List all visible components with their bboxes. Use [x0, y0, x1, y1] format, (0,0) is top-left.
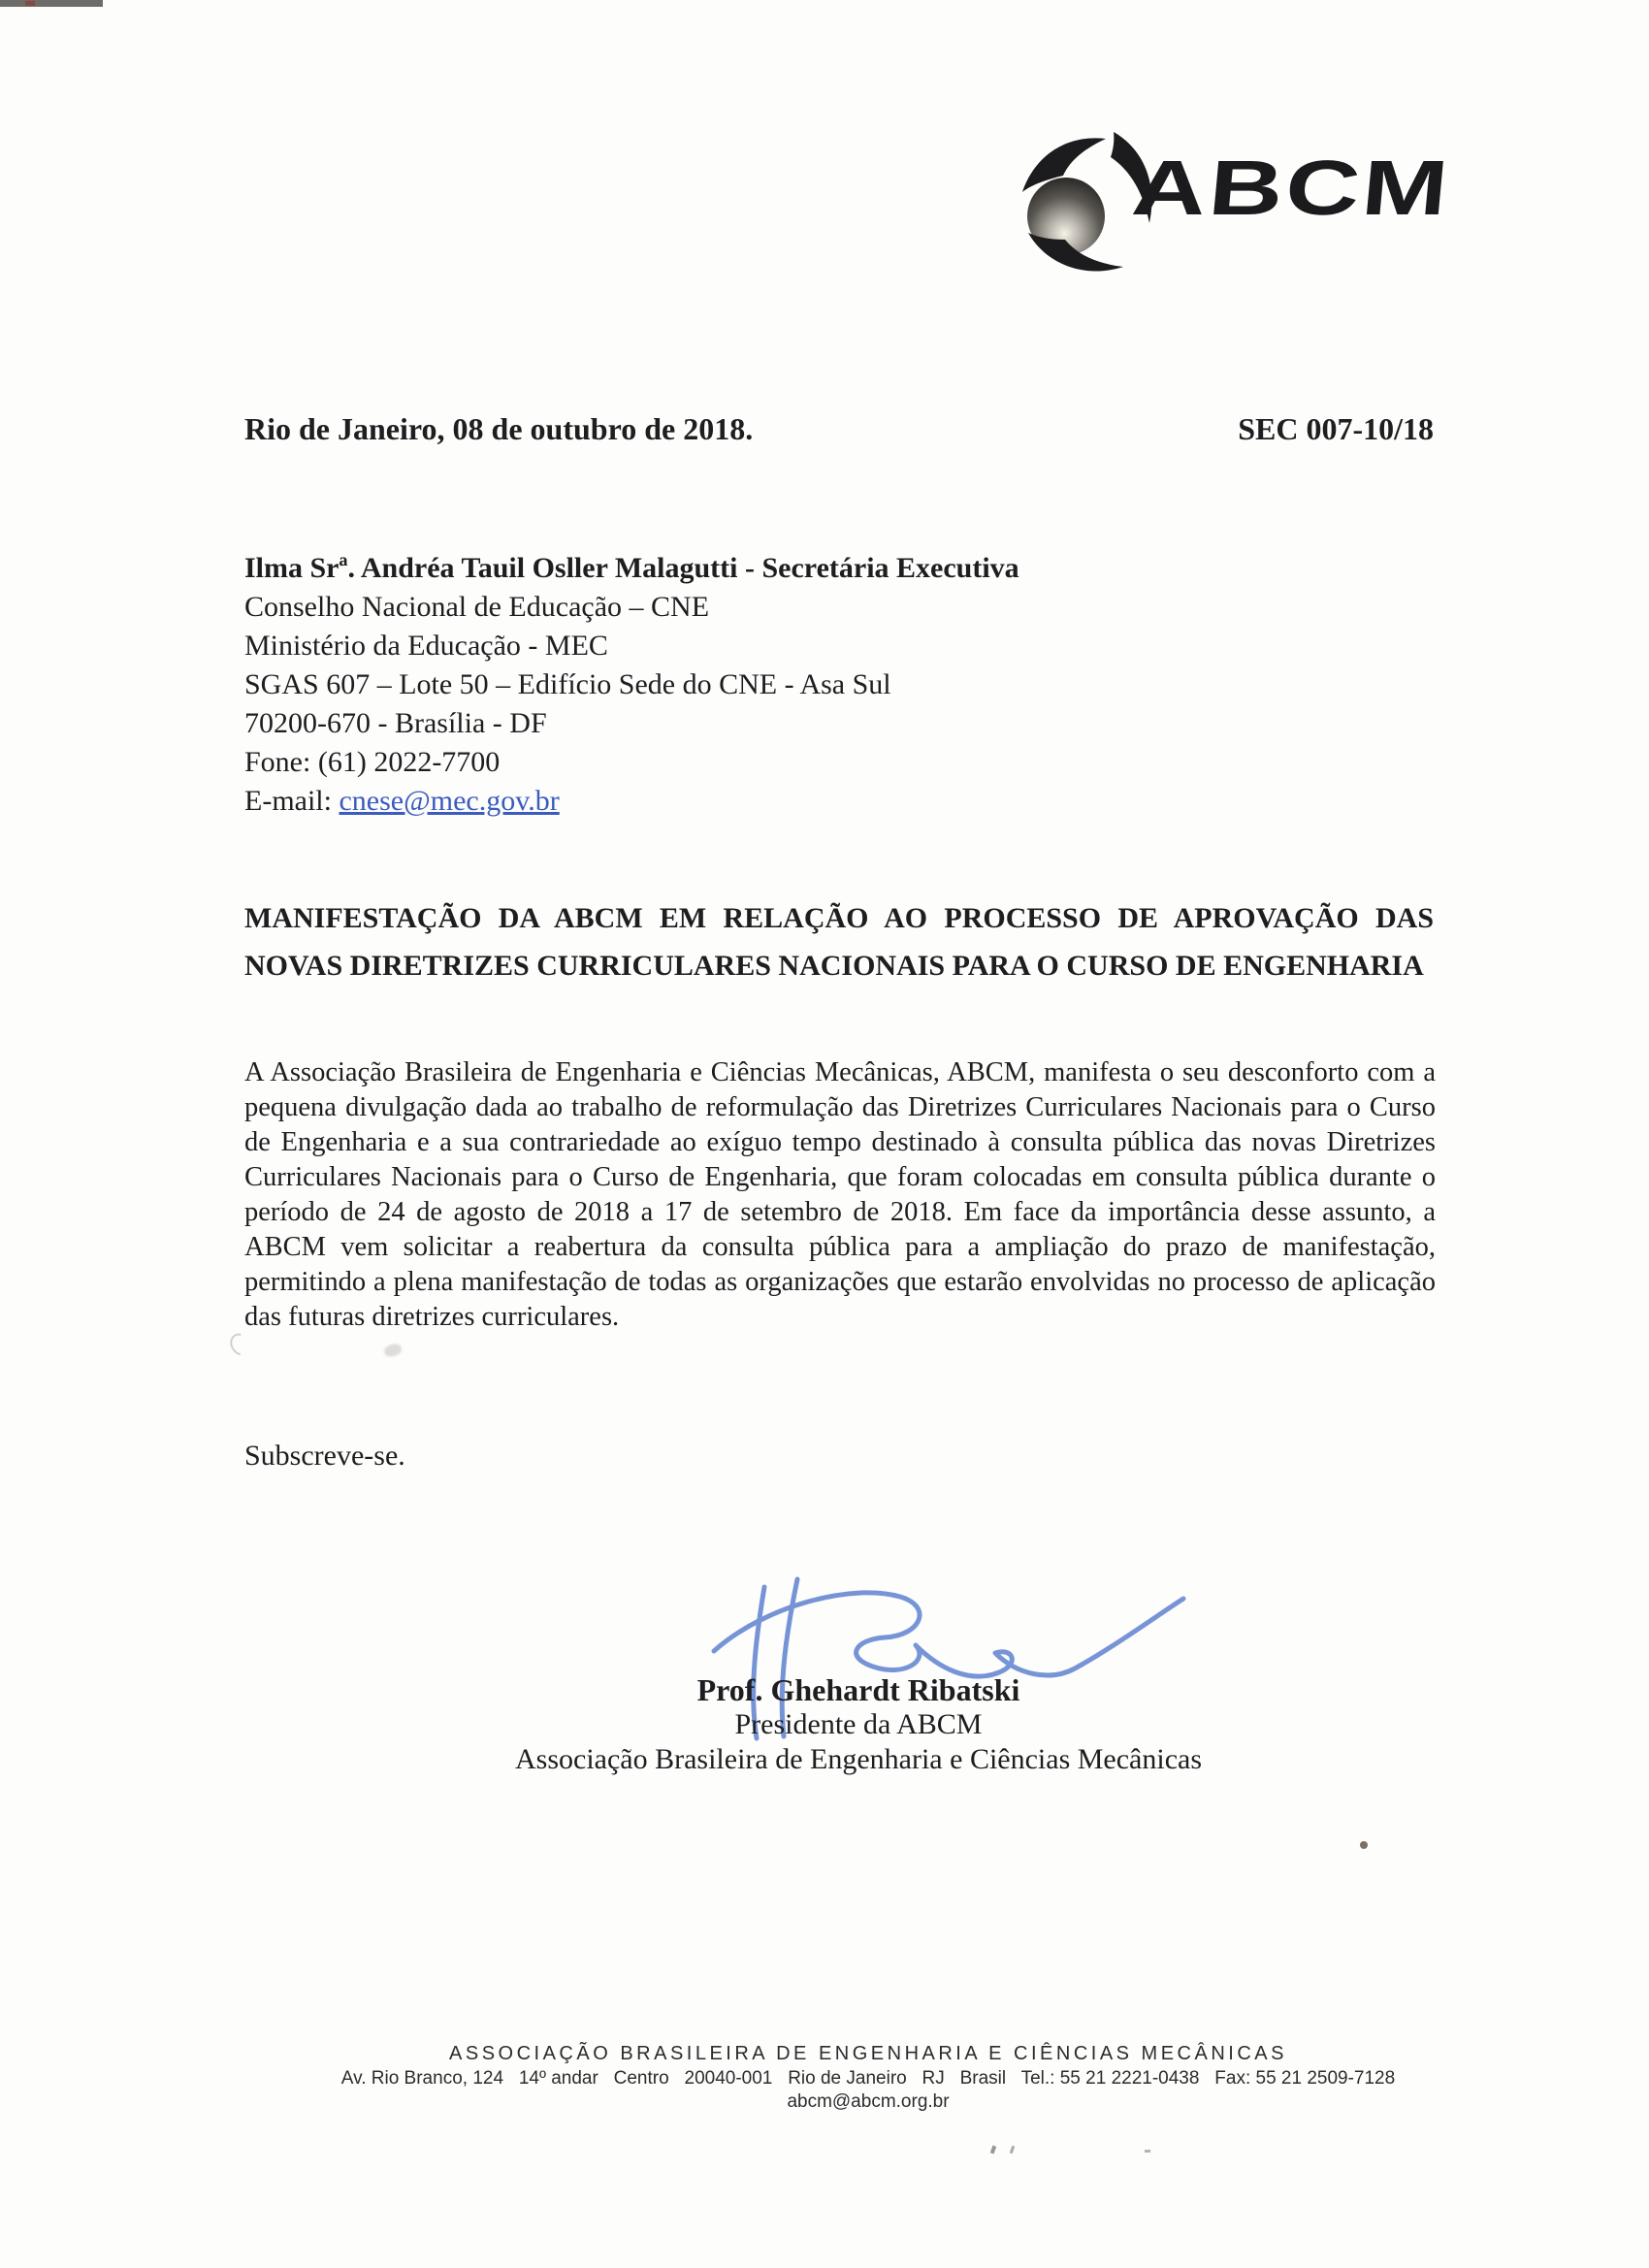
header-row: [244, 411, 1434, 447]
recipient-line: Conselho Nacional de Educação – CNE: [244, 591, 710, 623]
body-paragraph: A Associação Brasileira de Engenharia e Ciências Mecânicas, ABCM, manifesta o seu desconforto com a pequena divulgação dada ao trabalho de reformulação das Diretrizes Curriculares Nacionais para o Curso de Engenharia e a sua contrariedade ao exíguo tempo destinado à consulta pública das novas Diretrizes Curriculares Nacionais para o Curso de Engenharia, que foram colocadas em consulta pública durante o período de 24 de agosto de 2018 a 17 de setembro de 2018. Em face da importância desse assunto, a ABCM vem solicitar a reabertura da consulta pública para a ampliação do prazo de manifestação, permitindo a plena manifestação de todas as organizações que estarão envolvidas no processo de aplicação das futuras diretrizes curriculares.: [244, 1057, 1436, 1332]
email-label: E-mail:: [244, 785, 340, 817]
abcm-logo-text: ABCM: [1128, 145, 1455, 231]
signer-title: Presidente da ABCM: [734, 1708, 983, 1740]
recipient-line: Ministério da Educação - MEC: [244, 630, 608, 662]
date-line: Rio de Janeiro, 08 de outubro de 2018.: [244, 411, 754, 446]
signer-name: Prof. Ghehardt Ribatski: [696, 1672, 1020, 1707]
closing-line: Subscreve-se.: [244, 1440, 405, 1472]
email-link[interactable]: cnese@mec.gov.br: [339, 785, 560, 817]
scan-dot: [1360, 1841, 1368, 1849]
reference-number: SEC 007-10/18: [1238, 411, 1434, 446]
recipient-line: SGAS 607 – Lote 50 – Edifício Sede do CNE - Asa Sul: [244, 668, 891, 700]
signature-block: [272, 1672, 1445, 1777]
subject-heading: MANIFESTAÇÃO DA ABCM EM RELAÇÃO AO PROCESSO DE APROVAÇÃO DAS NOVAS DIRETRIZES CURRICULARES NACIONAIS PARA O CURSO DE ENGENHARIA: [244, 902, 1434, 982]
signer-org: Associação Brasileira de Engenharia e Ciências Mecânicas: [514, 1743, 1203, 1775]
scan-smudge: [383, 1343, 403, 1358]
abcm-logo: [1020, 132, 1467, 277]
recipient-email-line: [244, 782, 1311, 821]
recipient-name: Ilma Srª. Andréa Tauil Osller Malagutti - Secretária Executiva: [244, 552, 1019, 584]
recipient-block: [244, 549, 1311, 821]
footer-address: Av. Rio Branco, 124 14º andar Centro 20040-001 Rio de Janeiro RJ Brasil Tel.: 55 21 2221-0438 Fax: 55 21 2509-7128: [340, 2068, 1396, 2089]
scan-speck: [1010, 2146, 1016, 2155]
scan-artifact-top-strip: [0, 0, 103, 7]
footer-org-name: ASSOCIAÇÃO BRASILEIRA DE ENGENHARIA E CIÊNCIAS MECÂNICAS: [449, 2043, 1287, 2064]
recipient-line: 70200-670 - Brasília - DF: [244, 707, 547, 739]
scan-speck: [1145, 2150, 1150, 2153]
recipient-line: Fone: (61) 2022-7700: [244, 746, 501, 778]
footer-email: abcm@abcm.org.br: [787, 2091, 950, 2112]
footer: [274, 2043, 1463, 2113]
scan-speck: [990, 2146, 996, 2155]
